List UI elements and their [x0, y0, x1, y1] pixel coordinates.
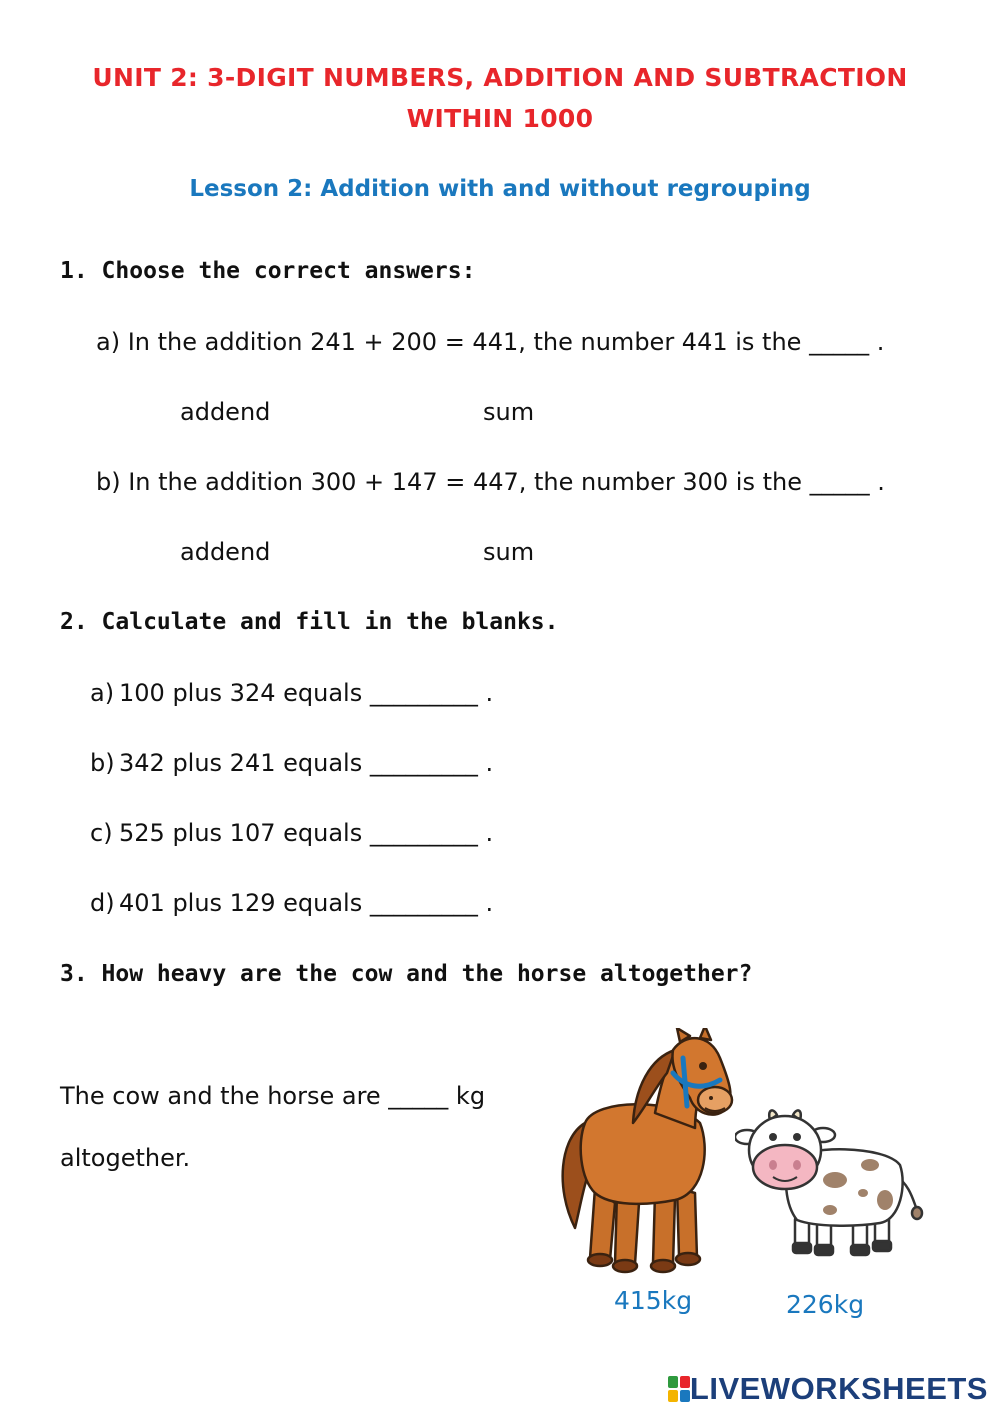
q1b-text: b) In the addition 300 + 147 = 447, the number 300 is the _____ .: [96, 468, 885, 496]
liveworksheets-logo-text: LIVEWORKSHEETS: [689, 1371, 988, 1406]
q2a-letter: a): [90, 679, 115, 707]
horse-weight: 415kg: [614, 1286, 693, 1315]
q2d-letter: d): [90, 889, 115, 917]
q2c-letter: c): [90, 819, 113, 847]
q2b-text[interactable]: 342 plus 241 equals _________ .: [119, 749, 494, 777]
cow-weight: 226kg: [786, 1290, 865, 1319]
q2a-text[interactable]: 100 plus 324 equals _________ .: [119, 679, 494, 707]
liveworksheets-logo-icon: [668, 1376, 690, 1402]
horse-illustration: [555, 1028, 740, 1278]
q3-heading: 3. How heavy are the cow and the horse altogether?: [60, 961, 753, 987]
q1b-option-sum[interactable]: sum: [483, 538, 535, 566]
lesson-title: Lesson 2: Addition with and without regrouping: [189, 176, 811, 202]
unit-title-line1: UNIT 2: 3-DIGIT NUMBERS, ADDITION AND SUBTRACTION: [92, 63, 908, 92]
q1-heading: 1. Choose the correct answers:: [60, 258, 476, 284]
q2b-letter: b): [90, 749, 115, 777]
q1b-option-addend[interactable]: addend: [180, 538, 271, 566]
liveworksheets-logo: [668, 1371, 988, 1406]
unit-title-line2: WITHIN 1000: [406, 104, 594, 133]
q1a-option-addend[interactable]: addend: [180, 398, 271, 426]
cow-illustration: [735, 1105, 930, 1260]
q1a-text: a) In the addition 241 + 200 = 441, the number 441 is the _____ .: [96, 328, 885, 356]
q1a-option-sum[interactable]: sum: [483, 398, 535, 426]
q3-sentence-line1[interactable]: The cow and the horse are _____ kg: [60, 1082, 486, 1110]
q2-heading: 2. Calculate and fill in the blanks.: [60, 609, 559, 635]
q2c-text[interactable]: 525 plus 107 equals _________ .: [119, 819, 494, 847]
q2d-text[interactable]: 401 plus 129 equals _________ .: [119, 889, 494, 917]
q3-sentence-line2: altogether.: [60, 1144, 191, 1172]
